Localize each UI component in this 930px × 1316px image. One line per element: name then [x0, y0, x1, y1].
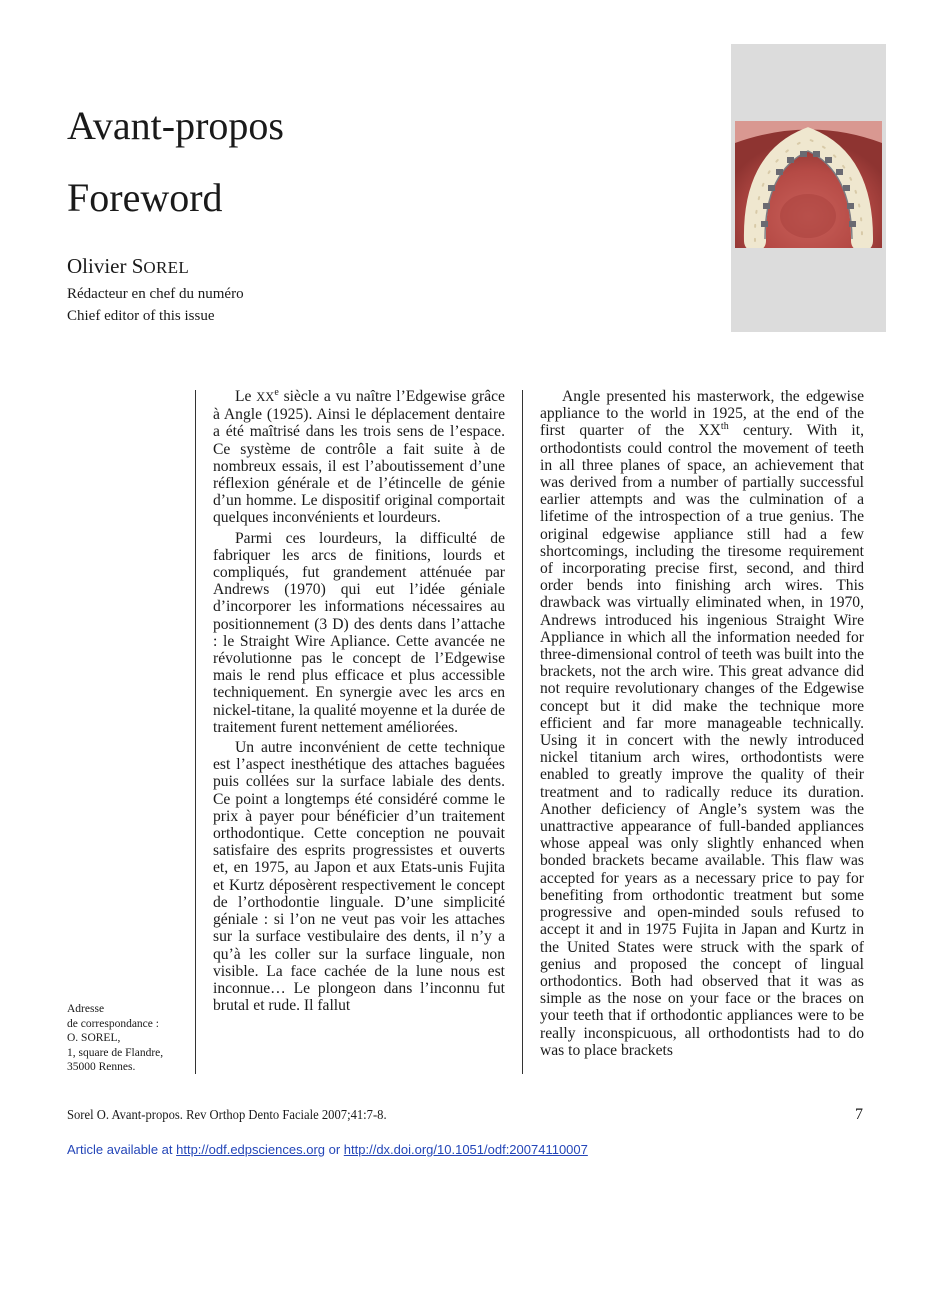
availability-or: or [325, 1142, 344, 1157]
title-french: Avant-propos [67, 103, 284, 148]
title-english: Foreword [67, 175, 223, 220]
superscript: th [720, 421, 729, 433]
paragraph-text: Angle presented his masterwork, the edgewise appliance to the world in 1925, at the end of the first quarter of the XX [540, 388, 864, 440]
century-smallcaps: XX [256, 390, 275, 404]
address-line: de correspondance : [67, 1017, 159, 1030]
photo-panel [731, 44, 886, 332]
author-name-first: Olivier S [67, 254, 144, 278]
availability-note [67, 1142, 588, 1157]
page-number: 7 [855, 1106, 863, 1123]
body-paragraph: Un autre inconvénient de cette technique est l’aspect inesthétique des attaches baguées puis collées sur la surface labiale des dents. Ce point a longtemps été considéré comme le prix à payer pour bénéficier d’un traitement orthodontique. Cette conception ne pouvait satisfaire des esprits progressistes et ouverts et, en 1975, au Japon et aux Etats-unis Fujita et Kurtz déposèrent respectivement le concept de l’orthodontie linguale. D’une simplicité géniale : si l’on ne veut pas voir les attaches sur la surface vestibulaire des dents, il n’y a qu’à les coller sur la surface linguale, non visible. La face cachée de la lune nous est inconnue… Le plongeon dans l’inconnu fut brutal et rude. Il fallut [213, 739, 505, 1015]
body-paragraph: Parmi ces lourdeurs, la difficulté de fabriquer les arcs de finitions, lourds et compliqués, fut grandement atténuée par Andrews (1970) qui eut l’idée géniale d’incorporer les informations nécessaires au positionnement (3 D) des dents dans l’attache : le Straight Wire Apliance. Cette avancée ne révolutionne pas le concept de l’Edgewise mais le rend plus efficace et plus accessible techniquement. En synergie avec les arcs en nickel-titane, la qualité moyenne et la durée de traitement furent nettement améliorées. [213, 529, 505, 736]
body-paragraph [540, 388, 864, 1059]
paragraph-text: century. With it, orthodontists could control the movement of teeth in all three planes of space, an achievement that was derived from a number of partially successful earlier attempts and was the culmination of a lifetime of the introspection of a true genius. The original edgewise appliance still had a few shortcomings, including the tiresome requirement of incorporating precise first, second, and third order bends into finishing arch wires. This drawback was virtually eliminated when, in 1970, Andrews introduced his ingenious Straight Wire Appliance in which all the information needed for three-dimensional control of teeth was built into the brackets, not the arch wire. This great advance did not require revolutionary changes of the Edgewise concept but it did make the technique more efficient and far more manageable technically. Using it in concert with the newly introduced nickel titanium arch wires, orthodontists were enabled to greatly improve the quality of their treatment and to radically reduce its duration. Another deficiency of Angle’s system was the unattractive appearance of full-banded appliances whose appeal was only slightly enhanced when bonded brackets became available. This flaw was accepted for years as a necessary price to pay for benefiting from orthodontic treatment but some progressive and open-minded souls refused to accept it and in 1975 Fujita in Japan and Kurtz in the United States were struck with the spark of genius and proposed the concept of lingual orthodontics. Both had observed that it was as simple as the nose on your face or the braces on your teeth that if orthodontic appliances were to be really inconspicuous, all orthodontists had to do was to place brackets [540, 422, 864, 1059]
column-rule-right [522, 390, 523, 1074]
dental-arch-photo [735, 121, 882, 248]
french-text-column [213, 388, 505, 1017]
availability-prefix: Article available at [67, 1142, 177, 1157]
paragraph-text: Le [235, 388, 257, 405]
address-line: 1, square de Flandre, [67, 1046, 164, 1059]
author-name [67, 253, 189, 281]
journal-link[interactable]: http://odf.edpsciences.org [176, 1142, 325, 1157]
author-name-smallcaps: OREL [143, 258, 190, 277]
author-role-french: Rédacteur en chef du numéro [67, 286, 244, 302]
column-rule-left [195, 390, 196, 1074]
paragraph-text: siècle a vu naître l’Edgewise grâce à Angle (1925). Ainsi le déplacement dentaire a été maîtrisé dans les trois sens de l’espace. Ce système de contrôle a fait suite à de nombreux essais, il est l’aboutissement d’une réflexion générale et de l’étincelle de génie d’un homme. Le dispositif original comportait quelques inconvénients et lourdeurs. [213, 388, 505, 527]
address-line: Adresse [67, 1003, 105, 1015]
doi-link[interactable]: http://dx.doi.org/10.1051/odf:20074110007 [343, 1142, 588, 1157]
body-paragraph [213, 388, 505, 527]
citation: Sorel O. Avant-propos. Rev Orthop Dento Faciale 2007;41:7-8. [67, 1108, 387, 1123]
address-line: 35000 Rennes. [67, 1061, 136, 1073]
correspondence-address [67, 1002, 163, 1075]
english-text-column [540, 388, 864, 1062]
address-line: O. SOREL, [67, 1032, 121, 1044]
superscript: e [274, 386, 279, 398]
author-role-english: Chief editor of this issue [67, 308, 215, 324]
